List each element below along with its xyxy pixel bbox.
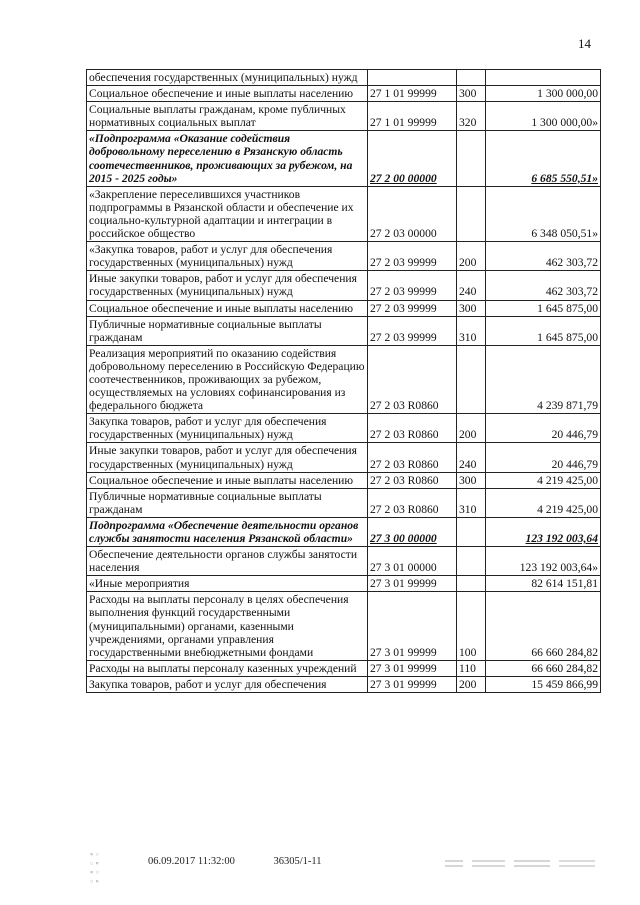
footer bbox=[148, 856, 357, 867]
row-expense-type-cell: 110 bbox=[457, 660, 486, 676]
row-target-code-cell: 27 2 03 00000 bbox=[368, 186, 457, 241]
table-row bbox=[87, 414, 601, 443]
row-target-code-cell: 27 2 03 99999 bbox=[368, 242, 457, 271]
budget-table bbox=[86, 69, 601, 693]
row-expense-type-cell bbox=[457, 186, 486, 241]
row-name-cell: «Подпрограмма «Оказание содействия добровольному переселению в Рязанскую область соотечественников, проживающих за рубежом, на 2015 - 2025 годы» bbox=[87, 131, 368, 186]
row-name-cell: Обеспечение деятельности органов службы занятости населения bbox=[87, 547, 368, 576]
row-amount-cell: 123 192 003,64 bbox=[486, 517, 601, 546]
row-expense-type-cell: 300 bbox=[457, 86, 486, 102]
row-amount-cell: 462 303,72 bbox=[486, 242, 601, 271]
row-expense-type-cell: 200 bbox=[457, 242, 486, 271]
budget-table-wrapper bbox=[86, 69, 600, 693]
budget-table-body bbox=[87, 70, 601, 693]
row-expense-type-cell: 300 bbox=[457, 472, 486, 488]
row-expense-type-cell bbox=[457, 517, 486, 546]
table-row bbox=[87, 345, 601, 413]
row-amount-cell: 15 459 866,99 bbox=[486, 676, 601, 692]
table-row bbox=[87, 443, 601, 472]
table-row bbox=[87, 488, 601, 517]
row-target-code-cell: 27 2 03 R0860 bbox=[368, 414, 457, 443]
row-name-cell: Социальное обеспечение и иные выплаты населению bbox=[87, 472, 368, 488]
row-target-code-cell: 27 2 03 R0860 bbox=[368, 472, 457, 488]
row-target-code-cell: 27 2 03 R0860 bbox=[368, 488, 457, 517]
stamp-mark-left: ▪ ▫ ▫ ▪ ▪ ▫ ▫ ▪ bbox=[90, 849, 99, 886]
table-row bbox=[87, 676, 601, 692]
row-name-cell: «Закупка товаров, работ и услуг для обеспечения государственных (муниципальных) нужд bbox=[87, 242, 368, 271]
row-name-cell: Иные закупки товаров, работ и услуг для обеспечения государственных (муниципальных) нужд bbox=[87, 271, 368, 300]
row-expense-type-cell bbox=[457, 576, 486, 592]
table-row bbox=[87, 547, 601, 576]
row-amount-cell: 4 219 425,00 bbox=[486, 488, 601, 517]
row-expense-type-cell bbox=[457, 131, 486, 186]
table-row bbox=[87, 517, 601, 546]
row-expense-type-cell: 240 bbox=[457, 271, 486, 300]
row-expense-type-cell: 200 bbox=[457, 676, 486, 692]
row-name-cell: Иные закупки товаров, работ и услуг для обеспечения государственных (муниципальных) нужд bbox=[87, 443, 368, 472]
row-amount-cell: 1 300 000,00 bbox=[486, 86, 601, 102]
row-amount-cell: 66 660 284,82 bbox=[486, 660, 601, 676]
row-name-cell: Реализация мероприятий по оказанию содействия добровольному переселению в Российскую Федерацию соотечественников, проживающих за рубежом, осуществляемых на условиях софинансирования из федерального бюджета bbox=[87, 345, 368, 413]
row-name-cell: Публичные нормативные социальные выплаты гражданам bbox=[87, 316, 368, 345]
table-row bbox=[87, 472, 601, 488]
row-amount-cell: 82 614 151,81 bbox=[486, 576, 601, 592]
row-target-code-cell: 27 2 03 R0860 bbox=[368, 443, 457, 472]
table-row bbox=[87, 86, 601, 102]
row-expense-type-cell: 300 bbox=[457, 300, 486, 316]
row-expense-type-cell bbox=[457, 547, 486, 576]
table-row bbox=[87, 131, 601, 186]
row-target-code-cell: 27 3 01 99999 bbox=[368, 660, 457, 676]
row-amount-cell: 462 303,72 bbox=[486, 271, 601, 300]
row-target-code-cell: 27 3 01 99999 bbox=[368, 576, 457, 592]
row-name-cell: «Иные мероприятия bbox=[87, 576, 368, 592]
table-row bbox=[87, 660, 601, 676]
footer-datetime: 06.09.2017 11:32:00 bbox=[148, 856, 235, 867]
row-target-code-cell: 27 2 03 99999 bbox=[368, 316, 457, 345]
table-row bbox=[87, 576, 601, 592]
row-name-cell: «Закрепление переселившихся участников подпрограммы в Рязанской области и обеспечение их социально-культурной адаптации и интеграции в российское общество bbox=[87, 186, 368, 241]
row-expense-type-cell: 240 bbox=[457, 443, 486, 472]
row-amount-cell: 6 348 050,51» bbox=[486, 186, 601, 241]
row-name-cell: Закупка товаров, работ и услуг для обеспечения bbox=[87, 676, 368, 692]
row-expense-type-cell: 320 bbox=[457, 102, 486, 131]
row-name-cell: Социальные выплаты гражданам, кроме публичных нормативных социальных выплат bbox=[87, 102, 368, 131]
footer-doc-id: 36305/1-11 bbox=[273, 856, 322, 867]
row-name-cell: Расходы на выплаты персоналу казенных учреждений bbox=[87, 660, 368, 676]
row-name-cell: Социальное обеспечение и иные выплаты населению bbox=[87, 300, 368, 316]
table-row bbox=[87, 300, 601, 316]
row-name-cell: Подпрограмма «Обеспечение деятельности органов службы занятости населения Рязанской области» bbox=[87, 517, 368, 546]
row-amount-cell: 66 660 284,82 bbox=[486, 592, 601, 660]
row-amount-cell: 1 300 000,00» bbox=[486, 102, 601, 131]
row-name-cell: Социальное обеспечение и иные выплаты населению bbox=[87, 86, 368, 102]
row-name-cell: обеспечения государственных (муниципальных) нужд bbox=[87, 70, 368, 86]
row-amount-cell: 20 446,79 bbox=[486, 414, 601, 443]
row-amount-cell: 123 192 003,64» bbox=[486, 547, 601, 576]
stamp-mark-right bbox=[445, 857, 595, 877]
row-target-code-cell: 27 3 01 99999 bbox=[368, 592, 457, 660]
table-row bbox=[87, 186, 601, 241]
table-row bbox=[87, 316, 601, 345]
row-target-code-cell: 27 2 03 99999 bbox=[368, 271, 457, 300]
table-row bbox=[87, 242, 601, 271]
row-amount-cell: 1 645 875,00 bbox=[486, 300, 601, 316]
row-expense-type-cell: 310 bbox=[457, 488, 486, 517]
row-amount-cell: 1 645 875,00 bbox=[486, 316, 601, 345]
row-expense-type-cell bbox=[457, 70, 486, 86]
row-amount-cell: 20 446,79 bbox=[486, 443, 601, 472]
row-amount-cell: 4 219 425,00 bbox=[486, 472, 601, 488]
row-target-code-cell: 27 3 01 00000 bbox=[368, 547, 457, 576]
table-row bbox=[87, 592, 601, 660]
row-name-cell: Публичные нормативные социальные выплаты гражданам bbox=[87, 488, 368, 517]
row-target-code-cell: 27 3 00 00000 bbox=[368, 517, 457, 546]
row-amount-cell bbox=[486, 70, 601, 86]
row-target-code-cell bbox=[368, 70, 457, 86]
row-expense-type-cell: 200 bbox=[457, 414, 486, 443]
row-target-code-cell: 27 2 00 00000 bbox=[368, 131, 457, 186]
page-number: 14 bbox=[578, 36, 591, 51]
row-expense-type-cell bbox=[457, 345, 486, 413]
table-row bbox=[87, 70, 601, 86]
row-name-cell: Расходы на выплаты персоналу в целях обеспечения выполнения функций государственными (муниципальными) органами, казенными учреждениями, органами управления государственными внебюджетными фондами bbox=[87, 592, 368, 660]
row-target-code-cell: 27 3 01 99999 bbox=[368, 676, 457, 692]
row-name-cell: Закупка товаров, работ и услуг для обеспечения государственных (муниципальных) нужд bbox=[87, 414, 368, 443]
row-target-code-cell: 27 2 03 99999 bbox=[368, 300, 457, 316]
row-expense-type-cell: 310 bbox=[457, 316, 486, 345]
table-row bbox=[87, 102, 601, 131]
row-amount-cell: 6 685 550,51» bbox=[486, 131, 601, 186]
row-target-code-cell: 27 1 01 99999 bbox=[368, 86, 457, 102]
table-row bbox=[87, 271, 601, 300]
row-target-code-cell: 27 1 01 99999 bbox=[368, 102, 457, 131]
row-target-code-cell: 27 2 03 R0860 bbox=[368, 345, 457, 413]
row-expense-type-cell: 100 bbox=[457, 592, 486, 660]
row-amount-cell: 4 239 871,79 bbox=[486, 345, 601, 413]
